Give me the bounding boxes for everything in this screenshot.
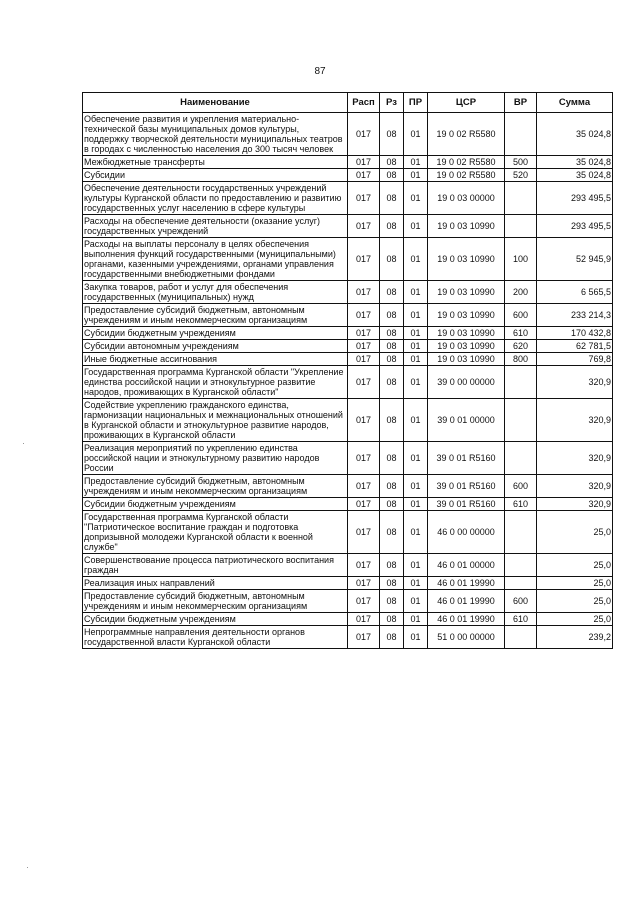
row-csr: 19 0 03 10990 [428, 304, 505, 327]
row-rasp: 017 [348, 156, 380, 169]
scan-mark: · [22, 438, 25, 448]
row-sum: 35 024,8 [537, 113, 613, 156]
table-row [83, 554, 613, 577]
row-sum: 293 495,5 [537, 182, 613, 215]
row-csr: 19 0 03 10990 [428, 327, 505, 340]
row-rasp: 017 [348, 475, 380, 498]
row-csr: 19 0 03 10990 [428, 340, 505, 353]
row-rz: 08 [380, 577, 404, 590]
table-row [83, 156, 613, 169]
row-rz: 08 [380, 511, 404, 554]
row-csr: 19 0 03 00000 [428, 182, 505, 215]
row-name: Непрограммные направления деятельности органов государственной власти Курганской области [83, 626, 348, 649]
row-rz: 08 [380, 182, 404, 215]
row-rz: 08 [380, 399, 404, 442]
table-row [83, 442, 613, 475]
row-rasp: 017 [348, 113, 380, 156]
row-csr: 39 0 01 R5160 [428, 498, 505, 511]
row-pr: 01 [404, 340, 428, 353]
row-rasp: 017 [348, 281, 380, 304]
row-csr: 46 0 00 00000 [428, 511, 505, 554]
row-name: Закупка товаров, работ и услуг для обеспечения государственных (муниципальных) нужд [83, 281, 348, 304]
row-vr: 100 [505, 238, 537, 281]
row-rasp: 017 [348, 590, 380, 613]
table-row [83, 353, 613, 366]
row-pr: 01 [404, 366, 428, 399]
row-vr [505, 626, 537, 649]
row-rasp: 017 [348, 215, 380, 238]
table-row [83, 215, 613, 238]
row-vr: 800 [505, 353, 537, 366]
row-vr: 600 [505, 590, 537, 613]
row-vr: 600 [505, 304, 537, 327]
row-sum: 320,9 [537, 366, 613, 399]
row-pr: 01 [404, 498, 428, 511]
budget-table [82, 92, 613, 649]
row-vr [505, 399, 537, 442]
row-rasp: 017 [348, 340, 380, 353]
row-rasp: 017 [348, 613, 380, 626]
row-rz: 08 [380, 156, 404, 169]
row-name: Реализация мероприятий по укреплению единства российской нации и этнокультурному развитию народов России [83, 442, 348, 475]
row-rz: 08 [380, 475, 404, 498]
table-row [83, 511, 613, 554]
table-row [83, 238, 613, 281]
row-rz: 08 [380, 215, 404, 238]
row-csr: 46 0 01 19990 [428, 590, 505, 613]
row-csr: 46 0 01 00000 [428, 554, 505, 577]
row-sum: 320,9 [537, 399, 613, 442]
row-pr: 01 [404, 281, 428, 304]
row-rz: 08 [380, 590, 404, 613]
row-pr: 01 [404, 304, 428, 327]
page-number: 87 [314, 66, 326, 77]
row-sum: 25,0 [537, 590, 613, 613]
table-row [83, 113, 613, 156]
row-sum: 62 781,5 [537, 340, 613, 353]
table-body [83, 113, 613, 649]
column-header-rasp: Расп [348, 93, 380, 113]
row-vr: 610 [505, 498, 537, 511]
table-row [83, 626, 613, 649]
row-name: Предоставление субсидий бюджетным, автономным учреждениям и иным некоммерческим организациям [83, 304, 348, 327]
row-rasp: 017 [348, 511, 380, 554]
table-row [83, 281, 613, 304]
row-vr [505, 113, 537, 156]
column-header-csr: ЦСР [428, 93, 505, 113]
row-name: Реализация иных направлений [83, 577, 348, 590]
row-name: Предоставление субсидий бюджетным, автономным учреждениям и иным некоммерческим организациям [83, 475, 348, 498]
row-vr [505, 182, 537, 215]
row-csr: 39 0 01 R5160 [428, 442, 505, 475]
row-rasp: 017 [348, 182, 380, 215]
row-sum: 35 024,8 [537, 156, 613, 169]
row-vr [505, 366, 537, 399]
row-rz: 08 [380, 626, 404, 649]
row-vr: 500 [505, 156, 537, 169]
row-vr [505, 442, 537, 475]
table-row [83, 340, 613, 353]
row-vr [505, 215, 537, 238]
row-name: Государственная программа Курганской области "Укрепление единства российской нации и этнокультурное развитие народов, проживающих в Курганской области" [83, 366, 348, 399]
table-row [83, 498, 613, 511]
row-rz: 08 [380, 554, 404, 577]
row-pr: 01 [404, 399, 428, 442]
row-pr: 01 [404, 590, 428, 613]
table-row [83, 366, 613, 399]
row-rasp: 017 [348, 304, 380, 327]
table-row [83, 590, 613, 613]
row-sum: 293 495,5 [537, 215, 613, 238]
row-csr: 39 0 00 00000 [428, 366, 505, 399]
column-header-sum: Сумма [537, 93, 613, 113]
table-row [83, 327, 613, 340]
row-pr: 01 [404, 215, 428, 238]
column-header-name: Наименование [83, 93, 348, 113]
row-rz: 08 [380, 281, 404, 304]
row-name: Совершенствование процесса патриотического воспитания граждан [83, 554, 348, 577]
header-row [83, 93, 613, 113]
table-row [83, 475, 613, 498]
column-header-vr: ВР [505, 93, 537, 113]
row-vr: 610 [505, 613, 537, 626]
row-name: Межбюджетные трансферты [83, 156, 348, 169]
row-rz: 08 [380, 238, 404, 281]
row-pr: 01 [404, 353, 428, 366]
row-pr: 01 [404, 113, 428, 156]
row-pr: 01 [404, 554, 428, 577]
row-sum: 25,0 [537, 613, 613, 626]
row-rz: 08 [380, 613, 404, 626]
row-sum: 25,0 [537, 554, 613, 577]
row-pr: 01 [404, 182, 428, 215]
row-sum: 320,9 [537, 442, 613, 475]
row-pr: 01 [404, 475, 428, 498]
row-sum: 320,9 [537, 475, 613, 498]
row-pr: 01 [404, 577, 428, 590]
table-row [83, 182, 613, 215]
row-sum: 170 432,8 [537, 327, 613, 340]
row-rz: 08 [380, 442, 404, 475]
row-name: Субсидии автономным учреждениям [83, 340, 348, 353]
row-name: Субсидии бюджетным учреждениям [83, 327, 348, 340]
row-rasp: 017 [348, 238, 380, 281]
row-rz: 08 [380, 353, 404, 366]
row-sum: 52 945,9 [537, 238, 613, 281]
row-pr: 01 [404, 613, 428, 626]
row-sum: 769,8 [537, 353, 613, 366]
row-csr: 19 0 03 10990 [428, 281, 505, 304]
row-vr: 610 [505, 327, 537, 340]
row-rasp: 017 [348, 327, 380, 340]
row-csr: 19 0 03 10990 [428, 215, 505, 238]
row-pr: 01 [404, 511, 428, 554]
row-rasp: 017 [348, 626, 380, 649]
row-vr [505, 554, 537, 577]
row-name: Обеспечение деятельности государственных учреждений культуры Курганской области по предоставлению и развитию государственных услуг населению в сфере культуры [83, 182, 348, 215]
row-name: Предоставление субсидий бюджетным, автономным учреждениям и иным некоммерческим организациям [83, 590, 348, 613]
row-name: Обеспечение развития и укрепления материально-технической базы муниципальных домов культуры, поддержку творческой деятельности муниципальных театров в городах с численностью населения до 300 тысяч человек [83, 113, 348, 156]
column-header-pr: ПР [404, 93, 428, 113]
row-rasp: 017 [348, 366, 380, 399]
row-rasp: 017 [348, 399, 380, 442]
row-rz: 08 [380, 304, 404, 327]
row-rz: 08 [380, 327, 404, 340]
row-vr: 620 [505, 340, 537, 353]
row-rz: 08 [380, 340, 404, 353]
row-sum: 233 214,3 [537, 304, 613, 327]
row-pr: 01 [404, 238, 428, 281]
row-csr: 19 0 02 R5580 [428, 169, 505, 182]
row-rz: 08 [380, 169, 404, 182]
row-rasp: 017 [348, 554, 380, 577]
table-row [83, 613, 613, 626]
row-sum: 320,9 [537, 498, 613, 511]
row-name: Расходы на обеспечение деятельности (оказание услуг) государственных учреждений [83, 215, 348, 238]
row-csr: 39 0 01 00000 [428, 399, 505, 442]
row-name: Субсидии [83, 169, 348, 182]
row-pr: 01 [404, 169, 428, 182]
row-name: Расходы на выплаты персоналу в целях обеспечения выполнения функций государственными (муниципальными) органами, казенными учреждениями, органами управления государственными внебюджетными фондами [83, 238, 348, 281]
row-rasp: 017 [348, 169, 380, 182]
row-sum: 239,2 [537, 626, 613, 649]
row-sum: 25,0 [537, 577, 613, 590]
scan-mark: · [26, 862, 29, 872]
row-vr [505, 577, 537, 590]
row-rasp: 017 [348, 498, 380, 511]
row-name: Содействие укреплению гражданского единства, гармонизации национальных и межнациональных отношений в Курганской области и этнокультурное развитие народов, проживающих в Курганской области [83, 399, 348, 442]
row-vr [505, 511, 537, 554]
row-csr: 19 0 02 R5580 [428, 113, 505, 156]
row-name: Субсидии бюджетным учреждениям [83, 498, 348, 511]
row-pr: 01 [404, 626, 428, 649]
row-name: Иные бюджетные ассигнования [83, 353, 348, 366]
row-csr: 46 0 01 19990 [428, 577, 505, 590]
row-sum: 25,0 [537, 511, 613, 554]
row-name: Субсидии бюджетным учреждениям [83, 613, 348, 626]
row-csr: 19 0 02 R5580 [428, 156, 505, 169]
row-rz: 08 [380, 113, 404, 156]
row-csr: 19 0 03 10990 [428, 353, 505, 366]
row-csr: 39 0 01 R5160 [428, 475, 505, 498]
row-rasp: 017 [348, 353, 380, 366]
row-sum: 6 565,5 [537, 281, 613, 304]
row-pr: 01 [404, 156, 428, 169]
table-row [83, 399, 613, 442]
row-rz: 08 [380, 498, 404, 511]
row-csr: 19 0 03 10990 [428, 238, 505, 281]
row-vr: 520 [505, 169, 537, 182]
table-row [83, 304, 613, 327]
row-vr: 600 [505, 475, 537, 498]
table-row [83, 169, 613, 182]
table-row [83, 577, 613, 590]
row-rasp: 017 [348, 442, 380, 475]
row-pr: 01 [404, 442, 428, 475]
row-csr: 51 0 00 00000 [428, 626, 505, 649]
row-csr: 46 0 01 19990 [428, 613, 505, 626]
column-header-rz: Рз [380, 93, 404, 113]
row-name: Государственная программа Курганской области "Патриотическое воспитание граждан и подготовка допризывной молодежи Курганской области к военной службе" [83, 511, 348, 554]
row-sum: 35 024,8 [537, 169, 613, 182]
row-rasp: 017 [348, 577, 380, 590]
row-pr: 01 [404, 327, 428, 340]
row-vr: 200 [505, 281, 537, 304]
row-rz: 08 [380, 366, 404, 399]
